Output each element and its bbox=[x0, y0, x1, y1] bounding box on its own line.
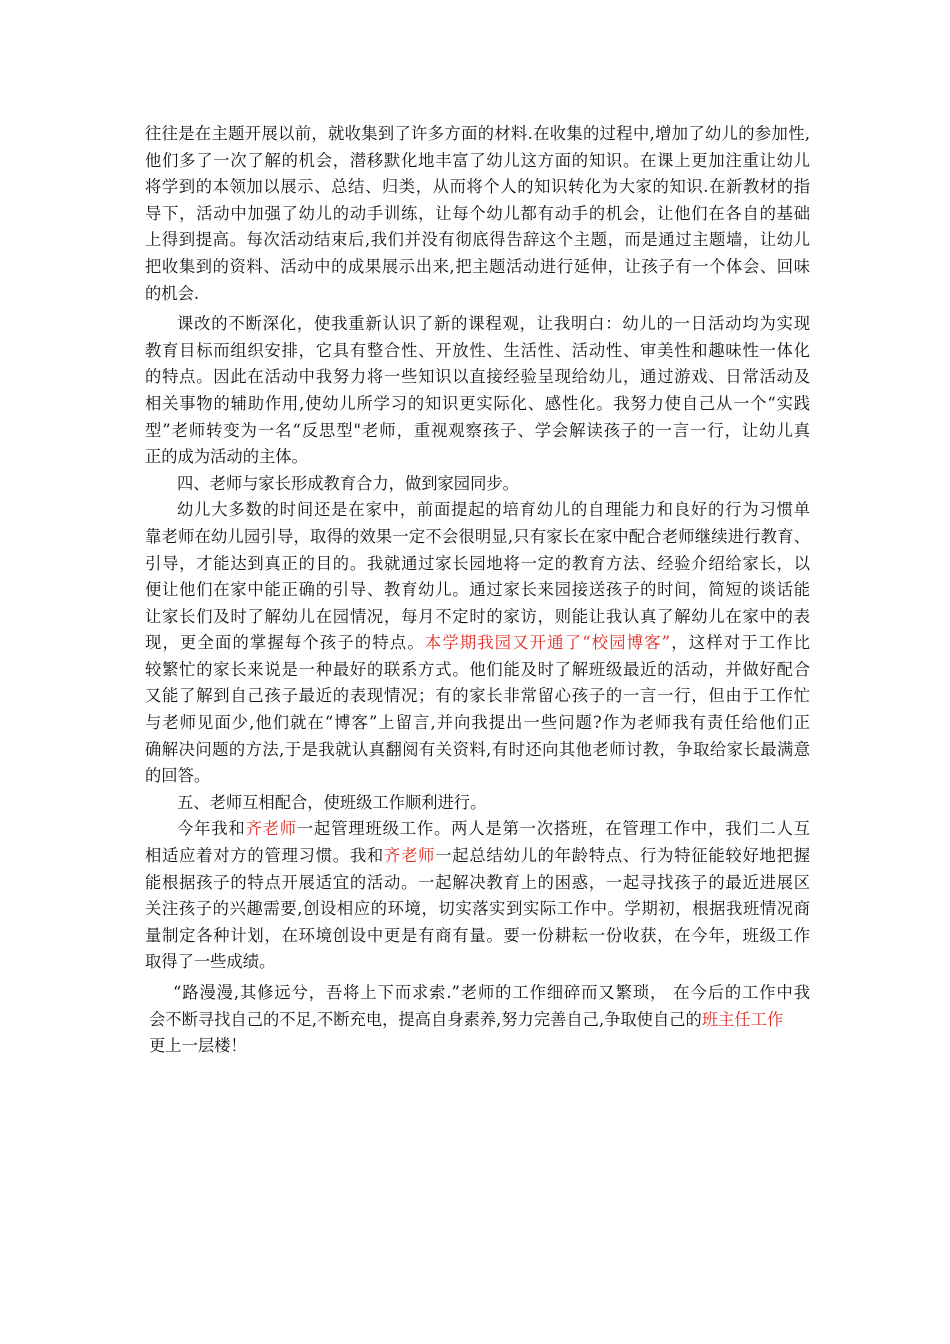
text-line: 的机会. bbox=[145, 283, 200, 303]
text-line bbox=[145, 630, 810, 657]
text-line: 确解决问题的方法,于是我就认真翻阅有关资料,有时还向其他老师讨教，争取给家长最满意 bbox=[145, 739, 810, 759]
text-segment: 一起总结幼儿的年龄特点、行为特征能较好地把握 bbox=[435, 846, 810, 866]
text-line: 靠老师在幼儿园引导，取得的效果一定不会很明显,只有家长在家中配合老师继续进行教育、 bbox=[145, 526, 810, 546]
text-line: 关注孩子的兴趣需要,创设相应的环境，切实落实到实际工作中。学期初，根据我班情况商 bbox=[145, 899, 810, 919]
highlighted-text: 齐老师 bbox=[245, 819, 297, 839]
text-segment: 相适应着对方的管理习惯。我和 bbox=[145, 846, 384, 866]
text-line bbox=[145, 816, 810, 843]
text-line: 往往是在主题开展以前，就收集到了许多方面的材料.在收集的过程中,增加了幼儿的参加性, bbox=[145, 124, 810, 143]
text-segment: 一起管理班级工作。两人是第一次搭班，在管理工作中，我们二人互 bbox=[296, 819, 810, 839]
document-body bbox=[145, 121, 810, 1060]
text-line: 更上一层楼！ bbox=[149, 1036, 247, 1056]
text-line: 幼儿大多数的时间还是在家中，前面提起的培育幼儿的自理能力和良好的行为习惯单 bbox=[177, 500, 810, 520]
text-line: 教育目标而组织安排，它具有整合性、开放性、生活性、活动性、审美性和趣味性一体化 bbox=[145, 340, 810, 360]
paragraph-home-school bbox=[145, 497, 810, 790]
text-line: 的回答。 bbox=[145, 766, 211, 786]
highlighted-text: 本学期我园又开通了“校园博客” bbox=[424, 633, 671, 653]
text-line: 将学到的本领加以展示、总结、归类，从而将个人的知识转化为大家的知识.在新教材的指 bbox=[145, 177, 810, 197]
text-segment: 现，更全面的掌握每个孩子的特点。 bbox=[145, 633, 425, 653]
text-line: 导下，活动中加强了幼儿的动手训练，让每个幼儿都有动手的机会，让他们在各自的基础 bbox=[145, 203, 810, 223]
text-line: 正的成为活动的主体。 bbox=[145, 447, 308, 467]
section-heading-4: 四、老师与家长形成教育合力，做到家园同步。 bbox=[177, 473, 519, 493]
paragraph-curriculum-reform bbox=[145, 311, 810, 471]
text-line: 取得了一些成绩。 bbox=[145, 952, 276, 972]
text-line: 他们多了一次了解的机会，潜移默化地丰富了幼儿这方面的知识。在课上更加注重让幼儿 bbox=[145, 150, 810, 170]
paragraph-theme-activities bbox=[145, 121, 810, 307]
text-line: “路漫漫,其修远兮，吾将上下而求索.”老师的工作细碎而又繁琐， 在今后的工作中我 bbox=[173, 983, 810, 1002]
highlighted-text: 班主任工作 bbox=[701, 1009, 784, 1029]
text-line bbox=[145, 1007, 810, 1034]
text-line: 便让他们在家中能正确的引导、教育幼儿。通过家长来园接送孩子的时间，简短的谈话能 bbox=[145, 580, 810, 600]
text-line bbox=[145, 843, 810, 870]
text-line: 把收集到的资料、活动中的成果展示出来,把主题活动进行延伸，让孩子有一个体会、回味 bbox=[145, 256, 810, 276]
text-segment: 今年我和 bbox=[177, 819, 246, 839]
text-line: 又能了解到自己孩子最近的表现情况；有的家长非常留心孩子的一言一行，但由于工作忙 bbox=[145, 686, 810, 706]
text-segment: 会不断寻找自己的不足,不断充电，提高自身素养,努力完善自己,争取使自己的 bbox=[149, 1009, 702, 1029]
text-line: 的特点。因此在活动中我努力将一些知识以直接经验呈现给幼儿，通过游戏、日常活动及 bbox=[145, 367, 810, 387]
section-heading-5: 五、老师互相配合，使班级工作顺利进行。 bbox=[177, 792, 487, 812]
text-line: 与老师见面少,他们就在“博客”上留言,并向我提出一些问题?作为老师我有责任给他们正 bbox=[145, 713, 810, 733]
text-line: 引导，才能达到真正的目的。我就通过家长园地将一定的教育方法、经验介绍给家长，以 bbox=[145, 553, 810, 573]
paragraph-conclusion bbox=[145, 980, 810, 1060]
text-line: 让家长们及时了解幼儿在园情况，每月不定时的家访，则能让我认真了解幼儿在家中的表 bbox=[145, 606, 810, 626]
text-line: 较繁忙的家长来说是一种最好的联系方式。他们能及时了解班级最近的活动，并做好配合 bbox=[145, 659, 810, 679]
text-line: 相关事物的辅助作用,使幼儿所学习的知识更实际化、感性化。我努力使自己从一个“实践 bbox=[145, 393, 810, 413]
text-line: 能根据孩子的特点开展适宜的活动。一起解决教育上的困惑，一起寻找孩子的最近进展区 bbox=[145, 872, 810, 892]
text-line: 量制定各种计划，在环境创设中更是有商有量。要一份耕耘一份收获，在今年，班级工作 bbox=[145, 925, 810, 945]
highlighted-text: 齐老师 bbox=[384, 846, 436, 866]
text-segment: ，这样对于工作比 bbox=[670, 633, 810, 653]
text-line: 型”老师转变为一名“反思型"老师，重视观察孩子、学会解读孩子的一言一行，让幼儿真 bbox=[145, 420, 810, 440]
text-line: 课改的不断深化，使我重新认识了新的课程观，让我明白：幼儿的一日活动均为实现 bbox=[177, 314, 810, 334]
paragraph-teacher-cooperation bbox=[145, 816, 810, 976]
text-line: 上得到提高。每次活动结束后,我们并没有彻底得告辞这个主题，而是通过主题墙，让幼儿 bbox=[145, 230, 810, 250]
